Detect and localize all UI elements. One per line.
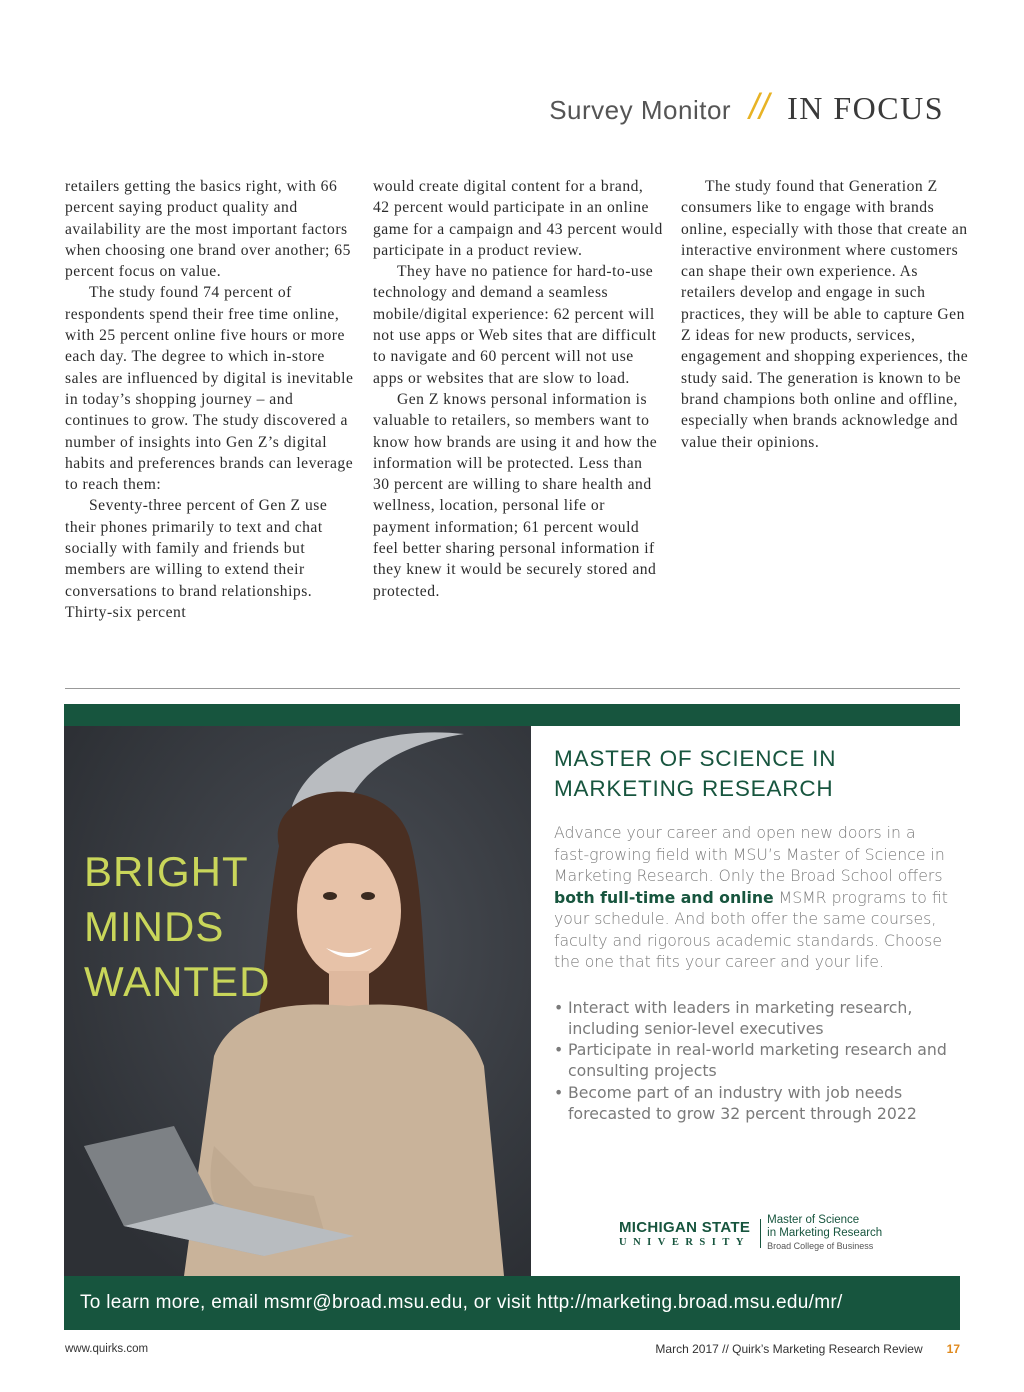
logo-university: UNIVERSITY [619, 1237, 750, 1248]
msu-advertisement [64, 704, 960, 1330]
logo-name: MICHIGAN STATE [619, 1219, 751, 1236]
ad-bullet-list [554, 997, 954, 1125]
ad-top-bar [64, 704, 960, 726]
ad-title-line: MARKETING RESEARCH [554, 776, 834, 801]
ad-title [554, 744, 954, 804]
section-title: IN FOCUS [787, 90, 944, 126]
paragraph: They have no patience for hard-to-use technology and demand a seamless mobile/digital experience: 62 percent will not use apps or Web sites that are difficult to navigate and 60 percent will not use apps or websites that are slow to load. [373, 263, 657, 387]
program-name [761, 1214, 882, 1253]
paragraph: The study found 74 percent of respondents spend their free time online, with 25 percent online five hours or more each day. The degree to which in-store sales are influenced by digital is inevitable in today’s shopping journey – and continues to grow. The study discovered a number of insights into Gen Z’s digital habits and preferences brands can leverage to reach them: [65, 284, 354, 494]
bullet-icon: • [554, 1040, 564, 1060]
ad-contact-bar: To learn more, email msmr@broad.msu.edu, or visit http://marketing.broad.msu.edu/mr/ [64, 1276, 960, 1330]
msu-logo [619, 1214, 882, 1253]
paragraph: retailers getting the basics right, with 66 percent saying product quality and availability are the most important factors when choosing one brand over another; 65 percent focus on value. [65, 178, 351, 281]
paragraph: Gen Z knows personal information is valuable to retailers, so members want to know how brands are using it and how the information will be protected. Less than 30 percent are willing to share health and wellness, location, personal life or payment information; 61 percent would feel better sharing personal information if they knew it would be securely stored and protected. [373, 390, 658, 600]
msu-wordmark [619, 1219, 761, 1248]
website-url: www.quirks.com [65, 1343, 149, 1355]
running-header [549, 86, 944, 128]
list-item [554, 1082, 954, 1125]
divider [65, 688, 960, 689]
program-line: in Marketing Research [767, 1227, 883, 1239]
list-item-text: Interact with leaders in marketing research, including senior-level executives [568, 997, 913, 1038]
paragraph: The study found that Generation Z consumers like to engage with brands online, especially with those that create an interactive environment where customers can shape their own experience. As retailers develop and engage in such practices, they will be able to capture Gen Z ideas for new products, services, engagement and shopping experiences, the study said. The generation is known to be brand champions both online and offline, especially when brands acknowledge and value their opinions. [681, 178, 969, 451]
list-item [554, 997, 954, 1040]
section-name: Survey Monitor [549, 95, 732, 125]
headline-line: BRIGHT [84, 848, 249, 895]
list-item-text: Become part of an industry with job needs forecasted to grow 32 percent through 2022 [568, 1082, 917, 1123]
bullet-icon: • [554, 997, 564, 1017]
issue-text: March 2017 // Quirk’s Marketing Research Review [655, 1342, 923, 1356]
page-number: 17 [946, 1342, 960, 1356]
headline-line: WANTED [84, 958, 271, 1005]
list-item-text: Participate in real-world marketing research and consulting projects [568, 1040, 947, 1081]
article-column-2 [373, 176, 663, 602]
ad-body-text: Advance your career and open new doors in a fast-growing field with MSU’s Master of Science in Marketing Research. Only the Broad School offers [554, 823, 945, 885]
ad-copy [554, 726, 954, 1124]
list-item [554, 1039, 954, 1082]
issue-info [655, 1342, 960, 1356]
ad-photo [64, 726, 531, 1276]
headline-line: MINDS [84, 903, 225, 950]
article-column-1 [65, 176, 355, 623]
paragraph: Seventy-three percent of Gen Z use their phones primarily to text and chat socially with family and friends but members are willing to extend their conversations to brand relationships. Thirty-six percent [65, 497, 328, 621]
ad-title-line: MASTER OF SCIENCE IN [554, 746, 837, 771]
paragraph: would create digital content for a brand, 42 percent would participate in an online game for a campaign and 43 percent would participate in a product review. [373, 178, 663, 259]
ad-headline [84, 844, 270, 1009]
ad-body [554, 822, 954, 973]
college-name: Broad College of Business [767, 1241, 874, 1251]
program-line: Master of Science [767, 1214, 860, 1226]
header-separator: // [749, 86, 770, 127]
bullet-icon: • [554, 1082, 564, 1102]
ad-body-text: MSMR programs to fit your schedule. And both offer the same courses, faculty and rigorous academic standards. Choose the one that fits your career and your life. [554, 887, 948, 971]
ad-body-highlight: both full-time and online [554, 887, 774, 907]
article-column-3 [681, 176, 971, 453]
